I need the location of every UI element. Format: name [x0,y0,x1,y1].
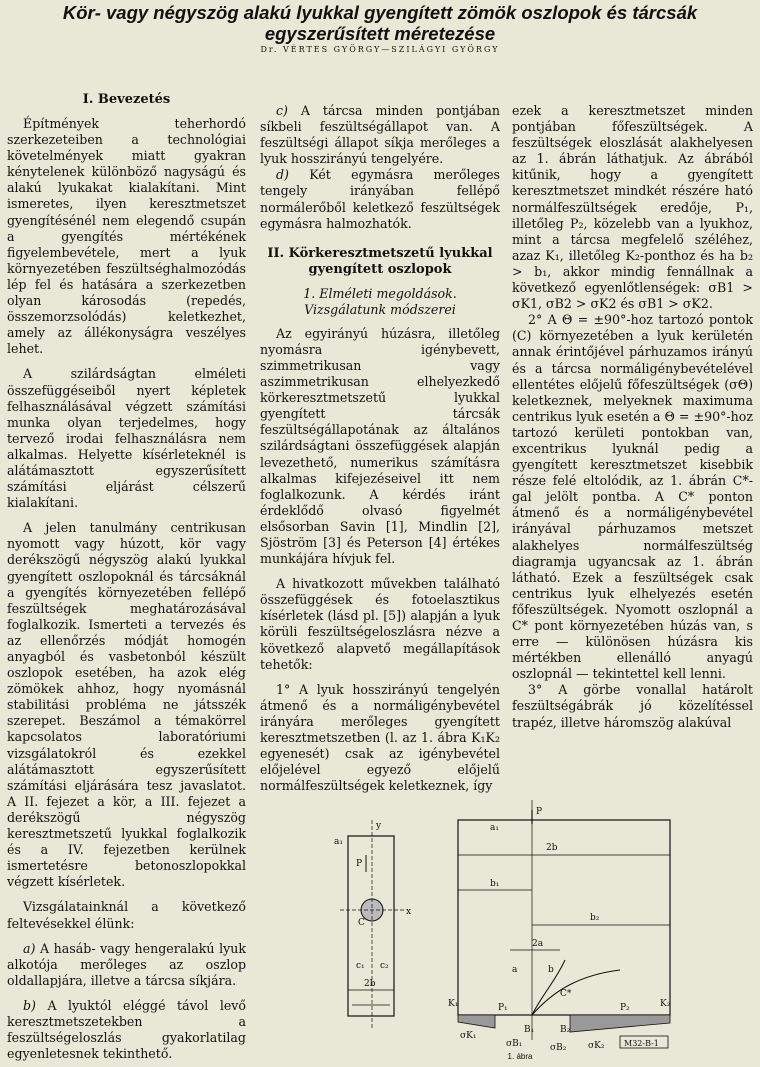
label-c: C [358,918,365,928]
label-b1: b₁ [490,879,500,889]
figure-1 [320,800,760,1063]
label-b: b [548,965,554,975]
section-heading-intro: I. Bevezetés [82,92,171,107]
label-c1: c₁ [356,961,365,971]
list-text: Két egymásra merőleges tengely irányában fellépő normálerőből keletkező feszültségek egymásra halmozhatók. [260,167,500,231]
paragraph: A jelen tanulmány centrikusan nyomott vagy húzott, kör vagy derékszögű négyszög alakú lyukkal gyengített oszlopoknál és tárcsáknál a gyengítés környezetében fellépő feszültségek meghatározásával foglalkozik. Ismerteti a tervezés és az ellenőrzés módját homogén anyagból és vasbetonból készült oszlopok esetében, ha azok elég zömökek ahhoz, hogy nyomásnál stabilitási probléma ne játsszék szerepet. Beszámol a témakörrel kapcsolatos laboratóriumi vizsgálatokról és ezekkel alátámasztott egyszerűsített számítási eljárására tesz javaslatot. A II. fejezet a kör, a III. fejezet a derékszögű négyszög keresztmetszetű lyukkal foglalkozik és a IV. fejezetben kerülnek ismertetésre betonoszlopokkal végzett kísérletek. [7,520,246,890]
paragraph: Az egyirányú húzásra, illetőleg nyomásra igénybevett, szimmetrikusan vagy aszimmetrikusan elhelyezkedő körkeresztmetszetű lyukkal gyengített tárcsák feszültségállapotának az általános szilárdságtani összefüggések alapján levezethető, numerikus számításra alkalmas kifejezéseivel itt nem foglalkozunk. A kérdés iránt érdeklődő olvasó figyelmét elsősorban Savin [1], Mindlin [2], Sjöström [3] és Peterson [4] értékes munkájára hívjuk fel. [260,325,500,567]
list-label: b) [23,997,36,1013]
paragraph: Építmények teherhordó szerkezeteiben a technológiai követelmények miatt gyakran kénytelenek különböző nagyságú és alakú lyukakat kialakítani. Mint ismeretes, ilyen keresztmetszet gyengítésénél nem elegendő csupán a gyengítés mértékének figyelembevétele, mert a lyuk környezetében feszültséghalmozódás lép fel és hatására a szerkezetben olyan károsodás (repedés, összemorzsolódás) keletkezhet, amely az állékonyságra veszélyes lehet. [7,116,246,357]
label-sigma-k2: σK₂ [588,1041,605,1051]
label-b1-point: B₁ [524,1025,535,1035]
column-outline [348,836,394,1016]
label-y: y [376,821,382,831]
paragraph: Vizsgálatainknál a következő feltevésekkel élünk: [7,899,246,931]
label-a: a [512,965,518,975]
list-text: A tárcsa minden pontjában síkbeli feszültségállapot van. A feszültségi állapot síkja merőleges a lyuk hosszirányú tengelyére. [260,103,500,167]
list-label: d) [276,167,289,183]
label-a1-large: a₁ [490,823,499,833]
assumption-d [260,167,500,231]
assumption-b [7,998,246,1062]
paragraph: 3° A görbe vonallal határolt feszültségábrák jó közelítéssel trapéz, illetve háromszög alakúval [512,682,753,730]
assumption-a [7,941,246,989]
paragraph: A szilárdságtan elméleti összefüggéseiből nyert képletek felhasználásával végzett számítási munka olyan terjedelmes, hogy tervező irodai felhasználásra nem alkalmas. Helyette kísérleteknél is alátámasztott egyszerűsített számítási eljárást célszerű kialakítani. [7,366,246,511]
paragraph: 2° A Θ = ±90°-hoz tartozó pontok (C) környezetében a lyuk kerületén annak érintőjével párhuzamos irányú és a tárcsa normáligénybevételével ellentétes előjelű főfeszültségek (σΘ) keletkeznek, melyeknek maximuma centrikus lyuk esetén a Θ = ±90°-hoz tartozó kerületi pontokban van, excentrikus lyuknál pedig a gyengített keresztmetszet kisebbik része felé eltolódik, az 1. ábrán C*-gal jelölt pontba. A C* ponton átmenő és a normáligénybevétel irányával párhuzamos metszet alakhelyes normálfeszültség diagramja ugyancsak az 1. ábrán látható. Ezek a feszültségek csak centrikus lyuk elhelyezés esetén főfeszültségek. Nyomott oszlopnál a C* pont környezetében húzás van, s erre — különösen húzásra kis mértékben ellenálló anyagú oszlopnál — tekintettel kell lenni. [512,312,753,682]
label-a1: a₁ [334,837,343,847]
label-sigma-b1: σB₁ [506,1039,523,1049]
label-k2: K₂ [660,999,671,1009]
article-title [0,2,760,44]
title-line-2: egyszerűsített méretezése [264,23,496,44]
label-p: P [356,859,363,869]
column-3 [512,103,753,731]
subheading-line-1: 1. Elméleti megoldások. [303,285,457,301]
paragraph: 1° A lyuk hosszirányú tengelyén átmenő és a normáligénybevétel irányára merőleges gyengített keresztmetszetben (l. az 1. ábra K₁K₂ egyenesét) csak az igénybevétel előjelével egyező előjelű normálfeszültségek keletkeznek, így [260,681,500,794]
authors: Dr. VÉRTES GYÖRGY—SZILÁGYI GYÖRGY [260,45,500,54]
label-2b: 2b [546,843,558,853]
list-text: A lyuktól eléggé távol levő keresztmetszetekben a feszültségeloszlás gyakorlatilag egyenletesnek tekinthető. [7,997,246,1062]
label-x: x [406,907,412,917]
column-1 [7,92,246,1062]
subsection-heading [260,286,500,318]
plate-outline [458,820,670,1015]
label-p1: P₁ [498,1003,508,1013]
label-b2: b₂ [590,913,600,923]
figure-caption: 1. ábra [507,1052,533,1061]
label-cstar: C* [560,989,572,999]
label-k1: K₁ [448,999,459,1009]
paragraph: ezek a keresztmetszet minden pontjában főfeszültségek. A feszültségek eloszlását alakhelyesen az 1. ábrán láthatjuk. Az ábrából kitűnik, hogy a gyengített keresztmetszet mindkét részére ható normálfeszültségek eredője, P₁, illetőleg P₂, közelebb van a lyukhoz, mint a tárcsa megfelelő széléhez, azaz K₁, illetőleg K₂-ponthoz és ha b₂ > b₁, akkor mindig fennállnak a következő egyenlőtlenségek: σB1 > σK1, σB2 > σK2 és σB1 > σK2. [512,103,753,312]
figure-diagram [320,800,760,1063]
stress-diagram-k2 [570,1015,670,1032]
label-b2-point: B₂ [560,1025,571,1035]
assumption-c [260,103,500,167]
label-p2: P₂ [620,1003,630,1013]
list-label: a) [23,940,36,956]
section-heading-2: II. Körkeresztmetszetű lyukkal gyengített oszlopok [267,245,493,277]
paragraph: A hivatkozott művekben található összefüggések és fotoelasztikus kísérletek (lásd pl. [5]) alapján a lyuk körüli feszültségeloszlásra nézve a következő alapvető megállapítások tehetők: [260,576,500,672]
label-p-large: P [536,807,543,817]
label-sigma-k1: σK₁ [460,1031,477,1041]
figure-code: M32-B-1 [624,1039,659,1048]
subheading-line-2: Vizsgálatunk módszerei [304,301,456,317]
label-2b-small: 2b [364,979,376,989]
list-text: A hasáb- vagy hengeralakú lyuk alkotója merőleges az oszlop oldallapjára, illetve a tárcsa síkjára. [7,940,246,988]
stress-diagram-k1 [458,1015,495,1028]
label-sigma-b2: σB₂ [550,1043,567,1053]
list-label: c) [276,103,288,118]
label-c2: c₂ [380,961,389,971]
label-2a: 2a [532,939,544,949]
title-line-1: Kör- vagy négyszög alakú lyukkal gyengített zömök oszlopok és tárcsák [62,2,698,23]
column-2 [260,103,500,794]
